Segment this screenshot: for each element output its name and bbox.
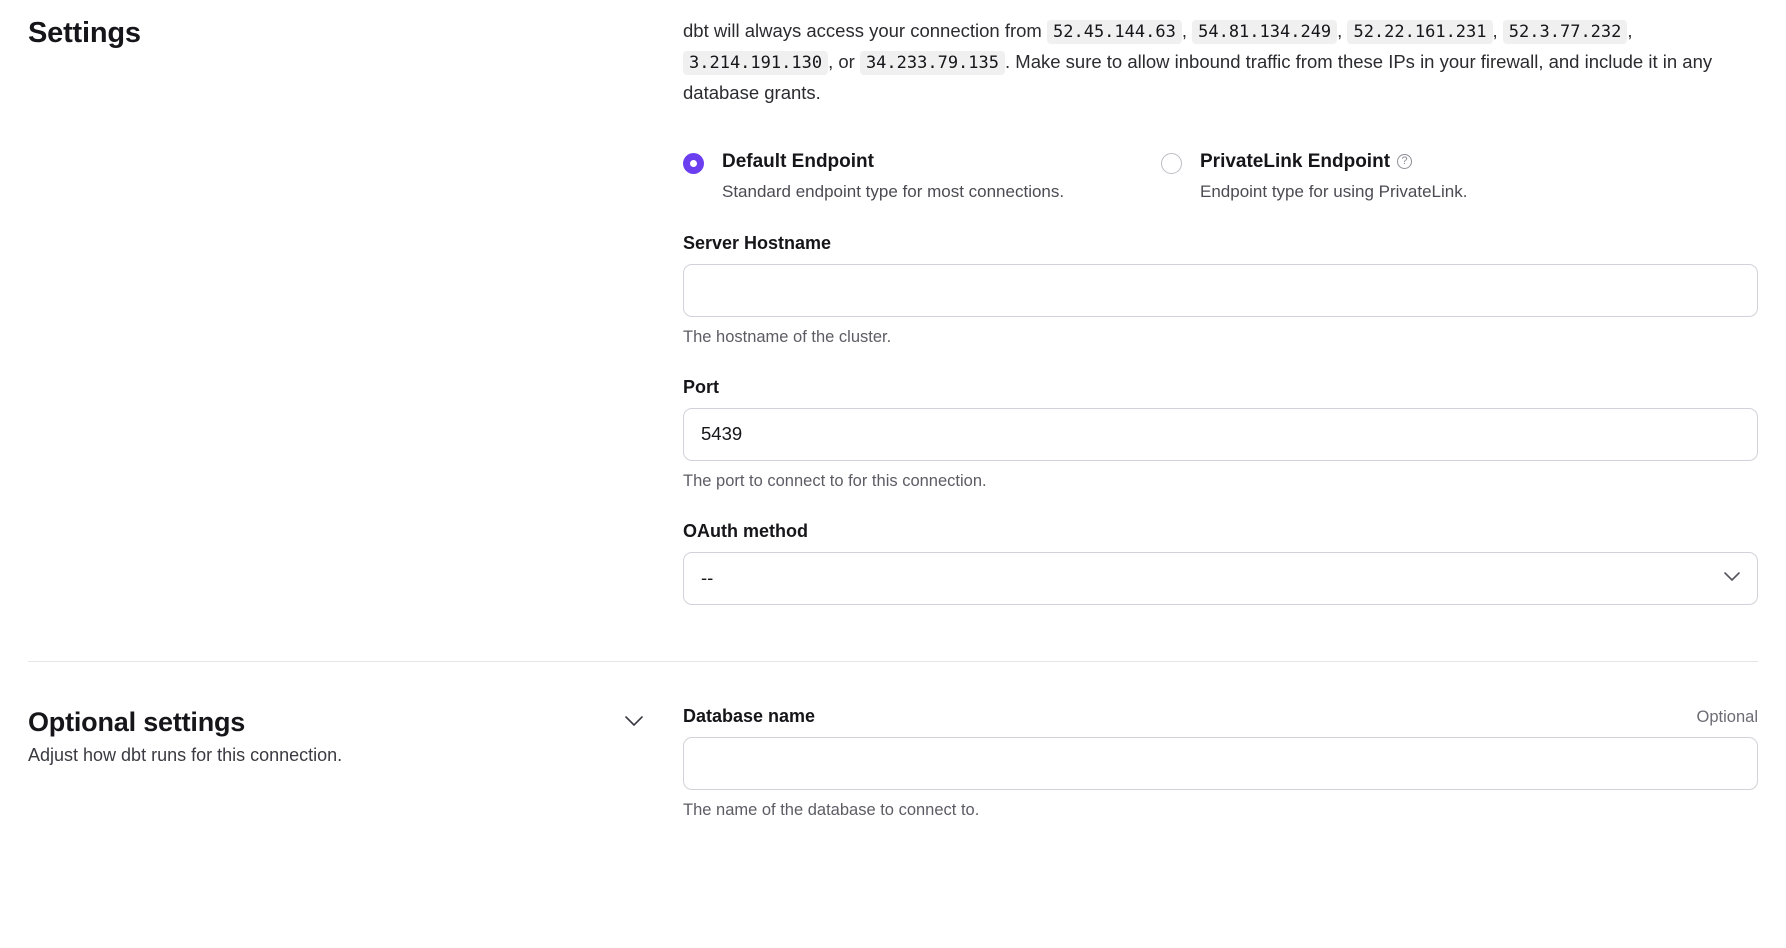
settings-right-column <box>683 0 1758 605</box>
radio-privatelink-endpoint-icon[interactable] <box>1161 153 1182 174</box>
optional-settings-title: Optional settings <box>28 706 246 737</box>
port-input[interactable] <box>683 408 1758 461</box>
oauth-method-label: OAuth method <box>683 520 808 541</box>
radio-default-endpoint-icon[interactable] <box>683 153 704 174</box>
radio-default-endpoint-description: Standard endpoint type for most connections. <box>722 181 1065 201</box>
database-name-input[interactable] <box>683 737 1758 790</box>
optional-settings-heading-block <box>28 706 342 766</box>
help-circle-icon[interactable]: ? <box>1397 154 1412 169</box>
ip-address-2: 54.81.134.249 <box>1192 20 1337 44</box>
ip-address-6: 34.233.79.135 <box>860 51 1005 75</box>
ip-comma-5: , <box>828 51 834 72</box>
ip-address-3: 52.22.161.231 <box>1347 20 1492 44</box>
database-name-optional-tag: Optional <box>1696 707 1758 726</box>
database-name-hint: The name of the database to connect to. <box>683 800 980 819</box>
field-database-name <box>683 706 1758 820</box>
radio-option-privatelink-endpoint[interactable] <box>1161 150 1639 203</box>
radio-option-default-endpoint[interactable] <box>683 150 1161 203</box>
field-port <box>683 377 1758 491</box>
ip-note-prefix: dbt will always access your connection from <box>683 20 1042 41</box>
optional-settings-right-column <box>683 706 1758 820</box>
server-hostname-hint: The hostname of the cluster. <box>683 327 892 346</box>
field-server-hostname <box>683 233 1758 347</box>
ip-comma-2: , <box>1337 20 1343 41</box>
ip-allowlist-note <box>683 16 1748 108</box>
ip-comma-1: , <box>1181 20 1187 41</box>
settings-left-column <box>28 0 683 51</box>
oauth-method-select-wrap <box>683 552 1758 605</box>
optional-settings-collapse-chevron-icon[interactable] <box>625 714 643 732</box>
optional-settings-left-column <box>28 706 683 766</box>
page-title: Settings <box>28 17 141 49</box>
radio-privatelink-endpoint-description: Endpoint type for using PrivateLink. <box>1200 181 1468 201</box>
ip-address-1: 52.45.144.63 <box>1047 20 1182 44</box>
ip-period: . <box>1005 51 1011 72</box>
server-hostname-label: Server Hostname <box>683 232 832 253</box>
radio-default-endpoint-label: Default Endpoint <box>722 151 874 172</box>
endpoint-type-radio-group <box>683 150 1758 203</box>
ip-address-5: 3.214.191.130 <box>683 51 828 75</box>
port-hint: The port to connect to for this connection. <box>683 471 987 490</box>
server-hostname-input[interactable] <box>683 264 1758 317</box>
port-label: Port <box>683 376 719 397</box>
optional-settings-subtitle: Adjust how dbt runs for this connection. <box>28 745 343 766</box>
ip-comma-3: , <box>1492 20 1498 41</box>
radio-default-endpoint-text <box>722 150 1064 203</box>
radio-privatelink-endpoint-label: PrivateLink Endpoint <box>1200 151 1391 172</box>
radio-privatelink-endpoint-text <box>1200 150 1467 203</box>
database-name-label: Database name <box>683 705 816 726</box>
ip-note-or: or <box>838 51 855 72</box>
ip-comma-4: , <box>1627 20 1633 41</box>
ip-address-4: 52.3.77.232 <box>1503 20 1628 44</box>
optional-settings-section <box>0 662 1786 820</box>
field-oauth-method <box>683 521 1758 605</box>
ip-note-suffix: Make sure to allow inbound traffic from these IPs in your firewall, and include it in any database grants. <box>683 51 1713 103</box>
oauth-method-select[interactable] <box>683 552 1758 605</box>
database-name-label-row <box>683 706 1758 737</box>
